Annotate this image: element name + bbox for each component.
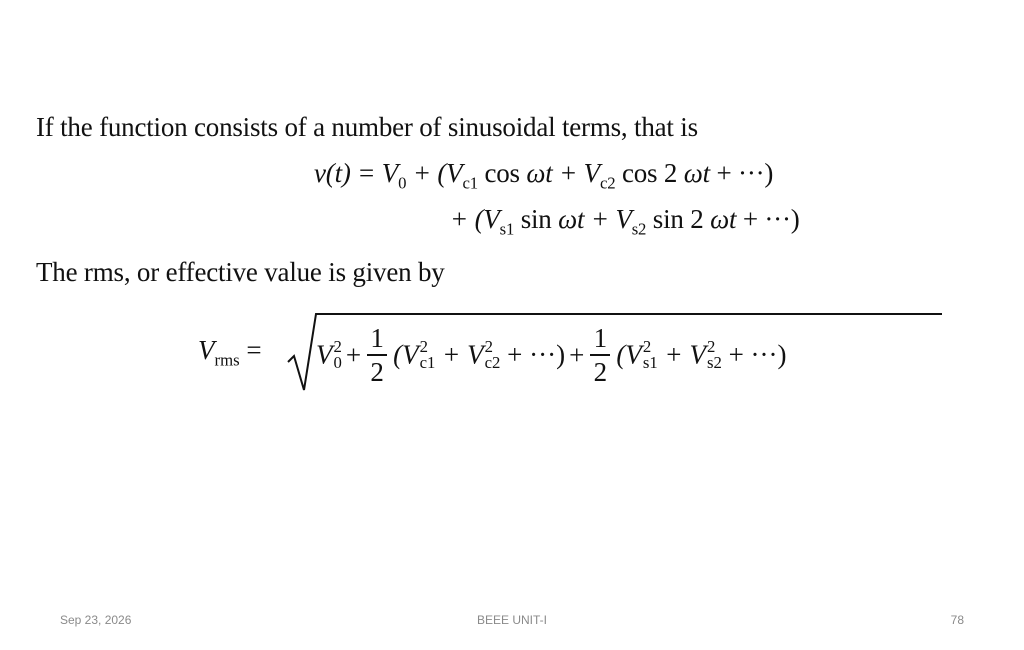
cos-tail: + ···) <box>500 339 566 370</box>
eq1-cos1: cos <box>477 158 527 188</box>
fraction-2-numerator: 1 <box>593 323 608 353</box>
s1-sup: 2 <box>642 337 652 357</box>
s1-sub: s1 <box>642 353 658 372</box>
eq2-tail: + ···) <box>736 204 800 234</box>
eq1-v0-sub: 0 <box>398 173 407 193</box>
rms-lhs-v: V <box>198 335 215 365</box>
radicand <box>314 322 789 388</box>
rms-lhs-sub: rms <box>214 350 240 370</box>
c2-sub: c2 <box>484 353 501 372</box>
c1-sub: c1 <box>419 353 436 372</box>
s2-sup: 2 <box>706 337 716 357</box>
s1-supsub <box>643 339 658 371</box>
rms-equals: = <box>239 335 262 365</box>
eq2-omega-t1: ωt <box>558 204 585 234</box>
term-v0-v: V <box>316 339 333 370</box>
eq1-plus-v: + V <box>552 158 600 188</box>
equation-line-1 <box>314 157 774 193</box>
c2-supsub <box>485 339 501 371</box>
rms-formula-lhs <box>198 335 262 370</box>
cosine-sum <box>393 339 565 371</box>
eq1-tail: + ···) <box>709 158 774 188</box>
fraction-1-denominator: 2 <box>370 357 384 387</box>
term-v0-sup: 2 <box>333 337 342 357</box>
sin-plus-v: + V <box>657 339 706 370</box>
eq2-head: + (V <box>450 204 500 234</box>
eq1-cos2: cos 2 <box>615 158 684 188</box>
footer-date: Sep 23, 2026 <box>60 613 132 627</box>
eq2-sin1: sin <box>514 204 559 234</box>
eq1-lhs: v(t) = V <box>314 158 399 188</box>
s2-sub: s2 <box>706 353 722 372</box>
eq2-plus-v: + V <box>584 204 632 234</box>
fraction-half-2 <box>590 324 610 386</box>
rms-formula <box>198 310 958 396</box>
term-v0-supsub <box>334 339 342 371</box>
sine-sum <box>616 339 786 371</box>
term-v0-sub: 0 <box>333 353 342 372</box>
eq2-vs1-sub: s1 <box>499 219 515 239</box>
eq2-sin2: sin 2 <box>646 204 711 234</box>
eq1-vc1-sub: c1 <box>462 173 478 193</box>
plus-2: + <box>569 339 585 370</box>
footer-title: BEEE UNIT-I <box>476 613 547 627</box>
c2-sup: 2 <box>484 337 493 357</box>
s2-supsub <box>707 339 722 371</box>
eq1-vc2-sub: c2 <box>599 173 616 193</box>
fraction-1-numerator: 1 <box>370 323 384 353</box>
c1-supsub <box>420 339 436 371</box>
eq1-plus-open: + (V <box>406 158 463 188</box>
eq2-omega-t2: ωt <box>710 204 737 234</box>
cos-plus-v: + V <box>435 339 484 370</box>
rms-intro-text: The rms, or effective value is given by <box>36 257 445 287</box>
fraction-2-denominator: 2 <box>593 357 608 387</box>
sin-open: (V <box>616 339 642 370</box>
eq1-omega-t1: ωt <box>526 158 553 188</box>
plus-1: + <box>345 339 362 370</box>
equation-line-2 <box>450 203 800 239</box>
fraction-1-bar <box>367 354 387 356</box>
eq2-vs2-sub: s2 <box>631 219 647 239</box>
fraction-half-1 <box>367 324 387 386</box>
sin-tail: + ···) <box>721 339 787 370</box>
c1-sup: 2 <box>419 337 428 357</box>
fraction-2-bar <box>590 354 610 356</box>
eq1-omega-t2: ωt <box>683 158 710 188</box>
intro-text: If the function consists of a number of sinusoidal terms, that is <box>36 112 698 142</box>
term-v0 <box>316 339 342 371</box>
cos-open: (V <box>393 339 419 370</box>
footer-page-number: 78 <box>950 613 964 627</box>
